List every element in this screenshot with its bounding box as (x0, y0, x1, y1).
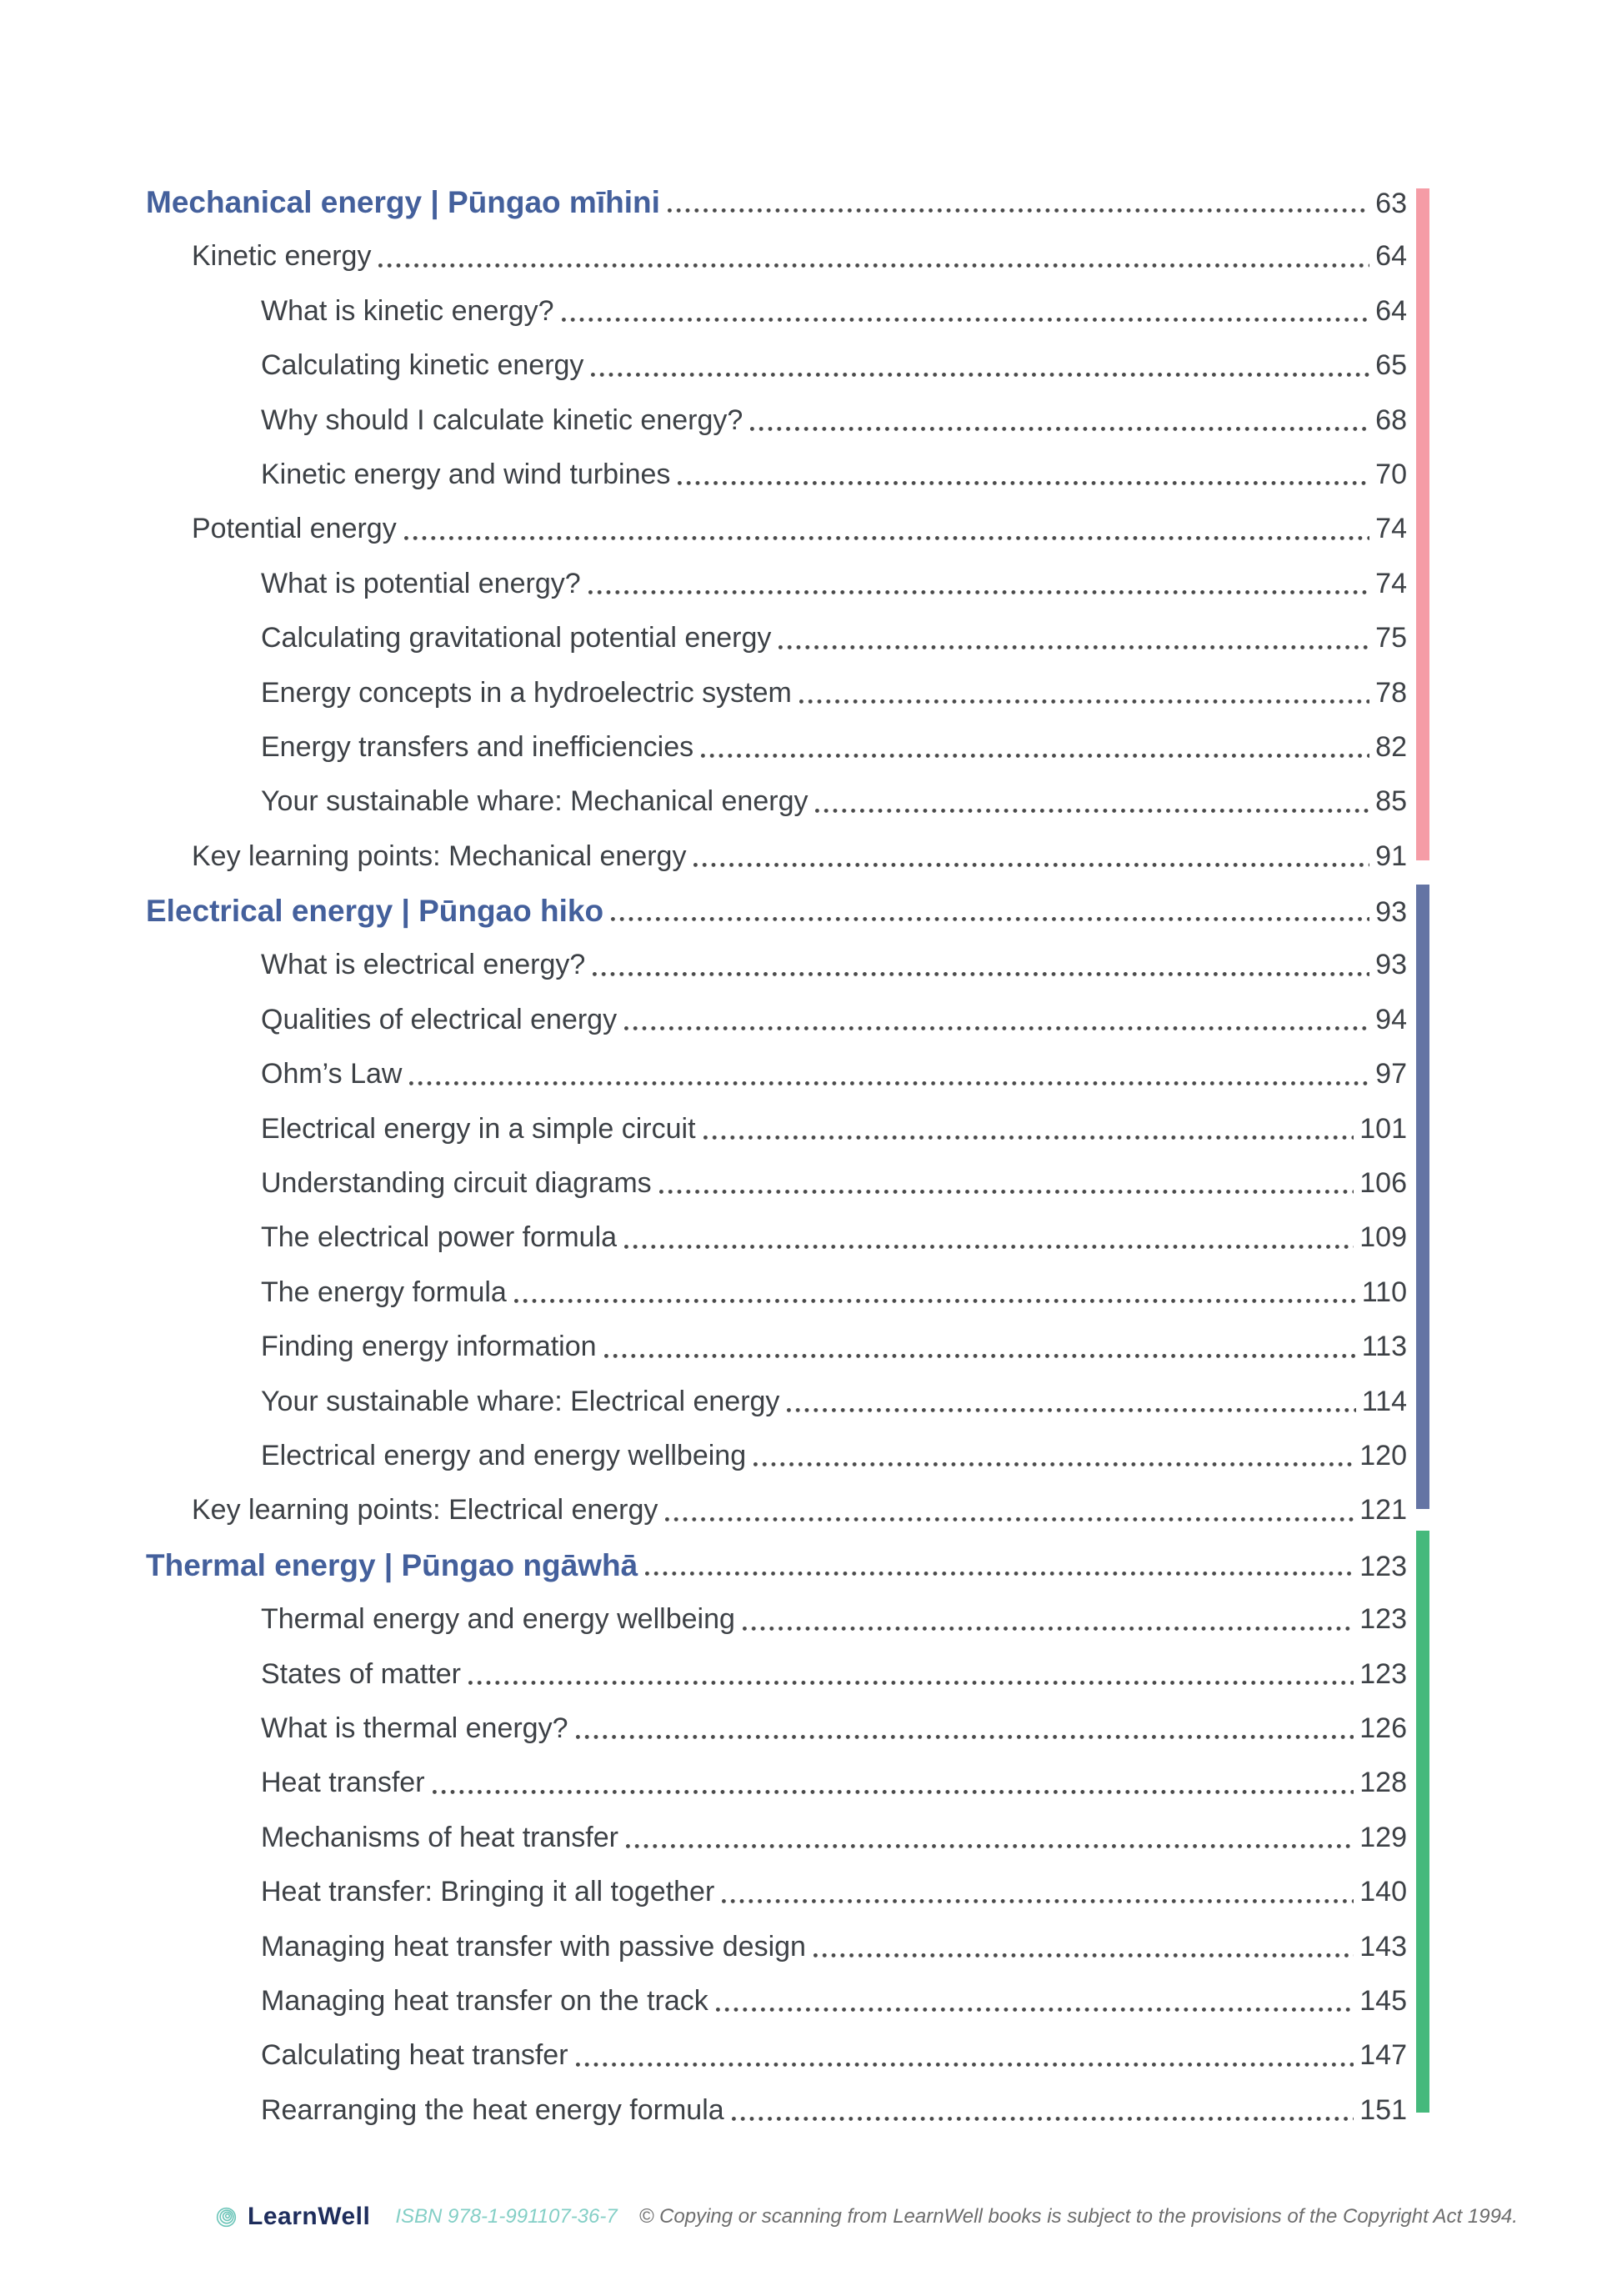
dot-leader (714, 1865, 1359, 1919)
entry-label: Electrical energy and energy wellbeing (261, 1439, 747, 1471)
page-number: 91 (1375, 840, 1407, 872)
toc-entry (146, 2028, 1407, 2083)
page-number: 64 (1375, 294, 1407, 327)
toc-entry (146, 666, 1407, 720)
page-number: 75 (1375, 622, 1407, 654)
toc-entry (146, 1592, 1407, 1647)
page-number: 123 (1359, 1657, 1407, 1690)
dot-leader (583, 338, 1375, 393)
section-color-bar-thermal (1416, 1531, 1429, 2113)
brand-name: LearnWell (248, 2203, 371, 2230)
entry-label: Heat transfer: Bringing it all together (261, 1876, 715, 1908)
toc-entry (146, 1047, 1407, 1101)
dot-leader (660, 175, 1375, 229)
dot-leader (568, 1702, 1360, 1756)
dot-leader (746, 1429, 1359, 1483)
toc-entry (146, 1375, 1407, 1429)
dot-leader (597, 1320, 1362, 1374)
entry-label: Thermal energy and energy wellbeing (261, 1603, 735, 1636)
dot-leader (617, 1211, 1359, 1265)
entry-label: What is thermal energy? (261, 1712, 568, 1744)
dot-leader (658, 1483, 1359, 1537)
section-title: Mechanical energy | Pūngao mīhini (146, 185, 660, 219)
page-number: 121 (1359, 1494, 1407, 1526)
entry-label: Calculating heat transfer (261, 2039, 568, 2072)
entry-label: Key learning points: Electrical energy (192, 1494, 658, 1526)
entry-label: Managing heat transfer on the track (261, 1984, 708, 2017)
entry-label: Kinetic energy (192, 240, 372, 273)
toc-entry (146, 1156, 1407, 1211)
entry-label: Qualities of electrical energy (261, 1003, 618, 1035)
spiral-logo-icon (215, 2206, 238, 2228)
section-color-bar-mechanical (1416, 188, 1429, 860)
page-number: 93 (1375, 896, 1407, 929)
page-number: 126 (1359, 1712, 1407, 1744)
page-number: 123 (1359, 1603, 1407, 1636)
section-title: Thermal energy | Pūngao ngāwhā (146, 1547, 638, 1582)
copyright-text: © Copying or scanning from LearnWell books is subject to the provisions of the Copyright Act 1994. (638, 2205, 1518, 2228)
page-number: 94 (1375, 1003, 1407, 1035)
page-number: 68 (1375, 404, 1407, 436)
toc-entry (146, 448, 1407, 502)
toc-entry (146, 720, 1407, 775)
dot-leader (652, 1156, 1360, 1211)
page-number: 128 (1359, 1767, 1407, 1799)
page-number: 114 (1361, 1385, 1407, 1417)
toc-list (146, 175, 1407, 2138)
entry-label: Heat transfer (261, 1767, 425, 1799)
dot-leader (708, 1974, 1360, 2028)
dot-leader (617, 993, 1375, 1047)
page-number: 109 (1359, 1221, 1407, 1254)
toc-entry (146, 1320, 1407, 1374)
toc-entry (146, 1974, 1407, 2028)
page-number: 101 (1359, 1112, 1407, 1145)
dot-leader (806, 1920, 1359, 1974)
toc-entry (146, 229, 1407, 283)
entry-label: Energy transfers and inefficiencies (261, 730, 694, 763)
dot-leader (554, 284, 1376, 338)
page-number: 129 (1359, 1821, 1407, 1853)
toc-entry (146, 1865, 1407, 1919)
page-number: 74 (1375, 567, 1407, 599)
dot-leader (696, 1102, 1360, 1156)
page-number: 64 (1375, 240, 1407, 273)
toc-entry (146, 1483, 1407, 1537)
page-number: 65 (1375, 349, 1407, 382)
page-number: 93 (1375, 949, 1407, 981)
toc-entry (146, 1266, 1407, 1320)
dot-leader (461, 1647, 1359, 1702)
entry-label: The energy formula (261, 1276, 507, 1308)
page-number: 110 (1361, 1276, 1407, 1308)
entry-label: Key learning points: Mechanical energy (192, 840, 687, 872)
dot-leader (743, 394, 1375, 448)
toc-entry (146, 1920, 1407, 1974)
page-number: 97 (1375, 1058, 1407, 1090)
dot-leader (735, 1592, 1359, 1647)
page-number: 140 (1359, 1876, 1407, 1908)
toc-entry (146, 557, 1407, 611)
toc-entry (146, 775, 1407, 829)
page-number: 123 (1359, 1550, 1407, 1582)
page-number: 106 (1359, 1167, 1407, 1200)
page-number: 85 (1375, 785, 1407, 818)
entry-label: Calculating gravitational potential energy (261, 622, 772, 654)
dot-leader (402, 1047, 1375, 1101)
dot-leader (425, 1756, 1360, 1810)
toc-section-heading (146, 175, 1407, 229)
entry-label: Understanding circuit diagrams (261, 1167, 652, 1200)
toc-entry (146, 993, 1407, 1047)
entry-label: Rearranging the heat energy formula (261, 2093, 724, 2126)
toc-entry (146, 1429, 1407, 1483)
dot-leader (779, 1375, 1361, 1429)
dot-leader (371, 229, 1375, 283)
page-number: 113 (1361, 1331, 1407, 1363)
entry-label: What is potential energy? (261, 567, 581, 599)
entry-label: Why should I calculate kinetic energy? (261, 404, 743, 436)
dot-leader (581, 557, 1376, 611)
entry-label: Kinetic energy and wind turbines (261, 458, 671, 490)
page-footer (215, 2203, 1518, 2231)
toc-entry (146, 1811, 1407, 1865)
entry-label: Finding energy information (261, 1331, 597, 1363)
toc-entry (146, 1756, 1407, 1810)
entry-label: Managing heat transfer with passive design (261, 1930, 806, 1963)
toc-entry (146, 1647, 1407, 1702)
toc-entry (146, 830, 1407, 884)
dot-leader (792, 666, 1375, 720)
entry-label: The electrical power formula (261, 1221, 618, 1254)
isbn-text: ISBN 978-1-991107-36-7 (395, 2205, 618, 2228)
toc-entry (146, 502, 1407, 556)
dot-leader (686, 830, 1375, 884)
toc-section-heading (146, 1538, 1407, 1592)
entry-label: Electrical energy in a simple circuit (261, 1112, 696, 1145)
page-number: 74 (1375, 513, 1407, 545)
entry-label: Energy concepts in a hydroelectric system (261, 676, 792, 709)
toc-entry (146, 284, 1407, 338)
dot-leader (724, 2083, 1360, 2138)
dot-leader (771, 611, 1375, 665)
entry-label: Your sustainable whare: Mechanical energy (261, 785, 808, 818)
dot-leader (507, 1266, 1362, 1320)
page-number: 151 (1359, 2093, 1407, 2126)
dot-leader (603, 884, 1375, 938)
page-number: 78 (1375, 676, 1407, 709)
page-number: 147 (1359, 2039, 1407, 2072)
toc-section-heading (146, 884, 1407, 938)
entry-label: What is kinetic energy? (261, 294, 554, 327)
entry-label: Ohm’s Law (261, 1058, 403, 1090)
dot-leader (568, 2028, 1360, 2083)
dot-leader (670, 448, 1375, 502)
page-number: 143 (1359, 1930, 1407, 1963)
dot-leader (585, 938, 1375, 992)
dot-leader (397, 502, 1375, 556)
entry-label: What is electrical energy? (261, 949, 586, 981)
page-number: 145 (1359, 1984, 1407, 2017)
entry-label: Mechanisms of heat transfer (261, 1821, 618, 1853)
section-color-bar-electrical (1416, 885, 1429, 1509)
dot-leader (808, 775, 1375, 829)
entry-label: States of matter (261, 1657, 461, 1690)
page-number: 120 (1359, 1439, 1407, 1471)
dot-leader (638, 1538, 1359, 1592)
page-number: 63 (1375, 188, 1407, 219)
dot-leader (693, 720, 1375, 775)
toc-entry (146, 2083, 1407, 2138)
dot-leader (618, 1811, 1359, 1865)
page-number: 82 (1375, 730, 1407, 763)
toc-entry (146, 1211, 1407, 1265)
toc-entry (146, 938, 1407, 992)
entry-label: Your sustainable whare: Electrical energy (261, 1385, 780, 1417)
entry-label: Potential energy (192, 513, 397, 545)
toc-entry (146, 611, 1407, 665)
toc-entry (146, 394, 1407, 448)
toc-entry (146, 1702, 1407, 1756)
page-number: 70 (1375, 458, 1407, 490)
toc-entry (146, 1102, 1407, 1156)
section-title: Electrical energy | Pūngao hiko (146, 894, 604, 929)
entry-label: Calculating kinetic energy (261, 349, 584, 382)
toc-entry (146, 338, 1407, 393)
